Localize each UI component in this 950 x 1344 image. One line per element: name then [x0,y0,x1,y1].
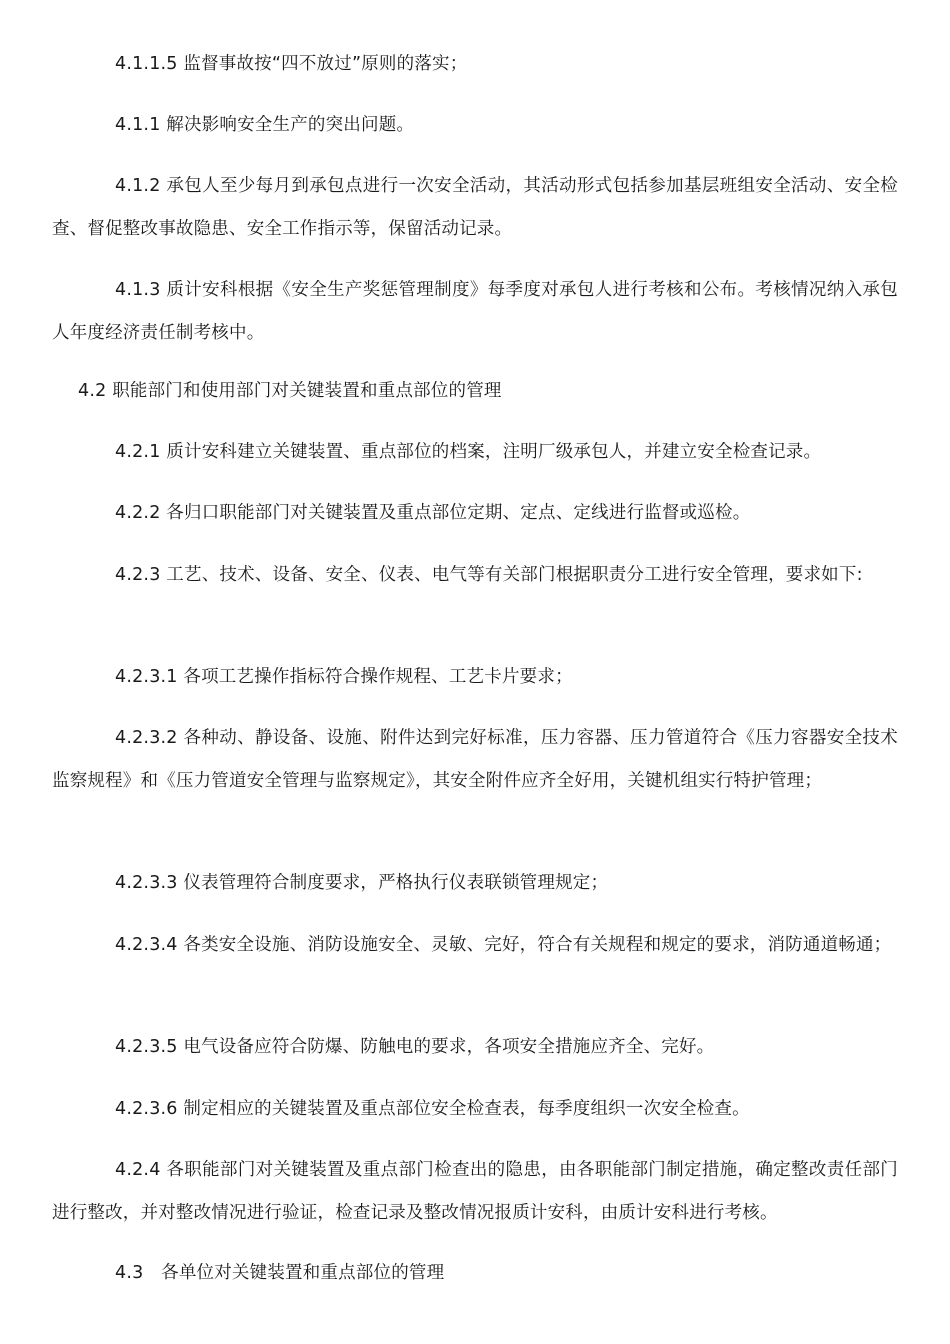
paragraph-4-2-3-2: 4.2.3.2 各种动、静设备、设施、附件达到完好标准，压力容器、压力管道符合《压力容器安全技术监察规程》和《压力管道安全管理与监察规定》，其安全附件应齐全好用，关键机组实行特护管理； [52,728,898,791]
paragraph-4-2-2: 4.2.2 各归口职能部门对关键装置及重点部位定期、定点、定线进行监督或巡检。 [115,503,751,523]
paragraph-4-2-3-3: 4.2.3.3 仪表管理符合制度要求，严格执行仪表联锁管理规定； [115,873,609,893]
paragraph-4-1-3: 4.1.3 质计安科根据《安全生产奖惩管理制度》每季度对承包人进行考核和公布。考核情况纳入承包人年度经济责任制考核中。 [52,280,898,343]
paragraph-4-2-1: 4.2.1 质计安科建立关键装置、重点部位的档案，注明厂级承包人，并建立安全检查记录。 [115,442,822,462]
paragraph-4-2-3: 4.2.3 工艺、技术、设备、安全、仪表、电气等有关部门根据职责分工进行安全管理，要求如下: [115,565,863,585]
paragraph-4-1-1: 4.1.1 解决影响安全生产的突出问题。 [115,115,415,135]
section-heading-4-3: 4.3 各单位对关键装置和重点部位的管理 [115,1263,445,1283]
paragraph-4-1-1-5: 4.1.1.5 监督事故按“四不放过”原则的落实； [115,54,468,74]
paragraph-4-2-3-5: 4.2.3.5 电气设备应符合防爆、防触电的要求，各项安全措施应齐全、完好。 [115,1037,715,1057]
paragraph-4-2-3-6: 4.2.3.6 制定相应的关键装置及重点部位安全检查表，每季度组织一次安全检查。 [115,1099,750,1119]
paragraph-4-2-4: 4.2.4 各职能部门对关键装置及重点部门检查出的隐患，由各职能部门制定措施，确定整改责任部门进行整改，并对整改情况进行验证，检查记录及整改情况报质计安科，由质计安科进行考核。 [52,1160,898,1223]
section-heading-4-2: 4.2 职能部门和使用部门对关键装置和重点部位的管理 [78,381,502,401]
paragraph-4-2-3-1: 4.2.3.1 各项工艺操作指标符合操作规程、工艺卡片要求； [115,667,573,687]
paragraph-4-2-3-4: 4.2.3.4 各类安全设施、消防设施安全、灵敏、完好，符合有关规程和规定的要求，消防通道畅通； [115,935,892,955]
paragraph-4-1-2: 4.1.2 承包人至少每月到承包点进行一次安全活动，其活动形式包括参加基层班组安全活动、安全检查、督促整改事故隐患、安全工作指示等，保留活动记录。 [52,176,898,239]
